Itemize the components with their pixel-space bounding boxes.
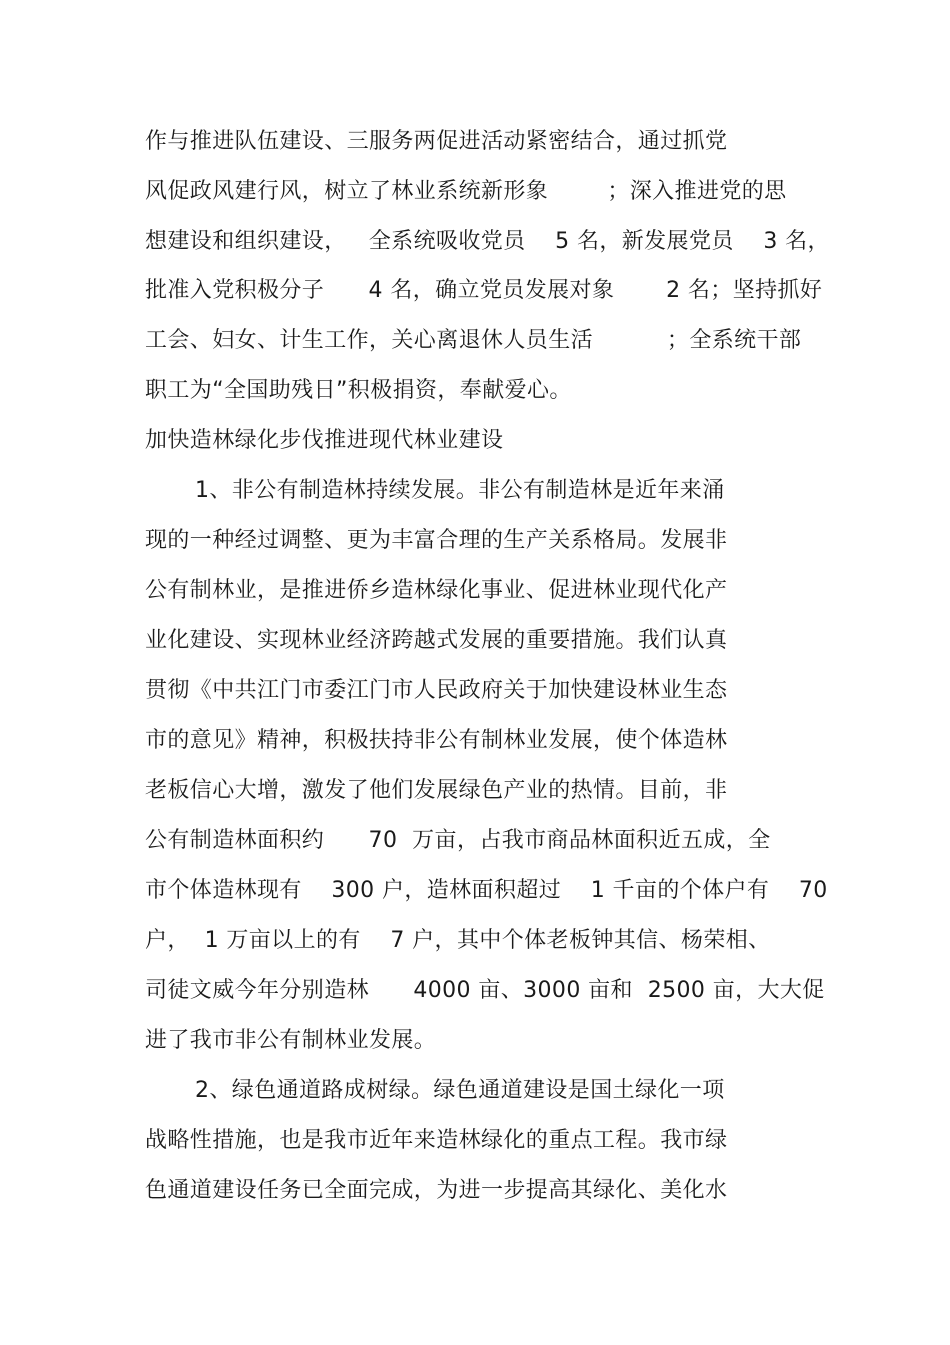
text-line: 贯彻《中共江门市委江门市人民政府关于加快建设林业生态 bbox=[145, 678, 728, 703]
text-line: 业化建设、实现林业经济跨越式发展的重要措施。我们认真 bbox=[145, 628, 728, 653]
paragraph-start: 1、非公有制造林持续发展。非公有制造林是近年来涌 bbox=[195, 478, 725, 503]
text-line: 风促政风建行风，树立了林业系统新形象 ；深入推进党的思 bbox=[145, 179, 787, 204]
text-line: 色通道建设任务已全面完成，为进一步提高其绿化、美化水 bbox=[145, 1178, 728, 1203]
text-line: 公有制造林面积约 70 万亩，占我市商品林面积近五成，全 bbox=[145, 828, 771, 853]
text-line: 司徒文威今年分别造林 4000 亩、3000 亩和 2500 亩，大大促 bbox=[145, 978, 825, 1003]
text-line: 老板信心大增，激发了他们发展绿色产业的热情。目前，非 bbox=[145, 778, 728, 803]
text-line: 户， 1 万亩以上的有 7 户，其中个体老板钟其信、杨荣相、 bbox=[145, 928, 771, 953]
text-line: 作与推进队伍建设、三服务两促进活动紧密结合，通过抓党 bbox=[145, 129, 728, 154]
text-line: 市个体造林现有 300 户，造林面积超过 1 千亩的个体户有 70 bbox=[145, 878, 828, 903]
text-line: 公有制林业，是推进侨乡造林绿化事业、促进林业现代化产 bbox=[145, 578, 728, 603]
text-line: 想建设和组织建设， 全系统吸收党员 5 名，新发展党员 3 名， bbox=[145, 229, 830, 254]
text-line: 市的意见》精神，积极扶持非公有制林业发展，使个体造林 bbox=[145, 728, 728, 753]
text-line: 批准入党积极分子 4 名，确立党员发展对象 2 名；坚持抓好 bbox=[145, 278, 823, 303]
text-line: 战略性措施，也是我市近年来造林绿化的重点工程。我市绿 bbox=[145, 1128, 728, 1153]
text-line: 工会、妇女、计生工作，关心离退休人员生活 ；全系统干部 bbox=[145, 328, 802, 353]
paragraph-start: 2、绿色通道路成树绿。绿色通道建设是国土绿化一项 bbox=[195, 1078, 725, 1103]
text-line: 进了我市非公有制林业发展。 bbox=[145, 1028, 437, 1053]
text-line: 现的一种经过调整、更为丰富合理的生产关系格局。发展非 bbox=[145, 528, 728, 553]
text-line: 职工为“全国助残日”积极捐资，奉献爱心。 bbox=[145, 378, 572, 403]
section-heading: 加快造林绿化步伐推进现代林业建设 bbox=[145, 428, 504, 453]
